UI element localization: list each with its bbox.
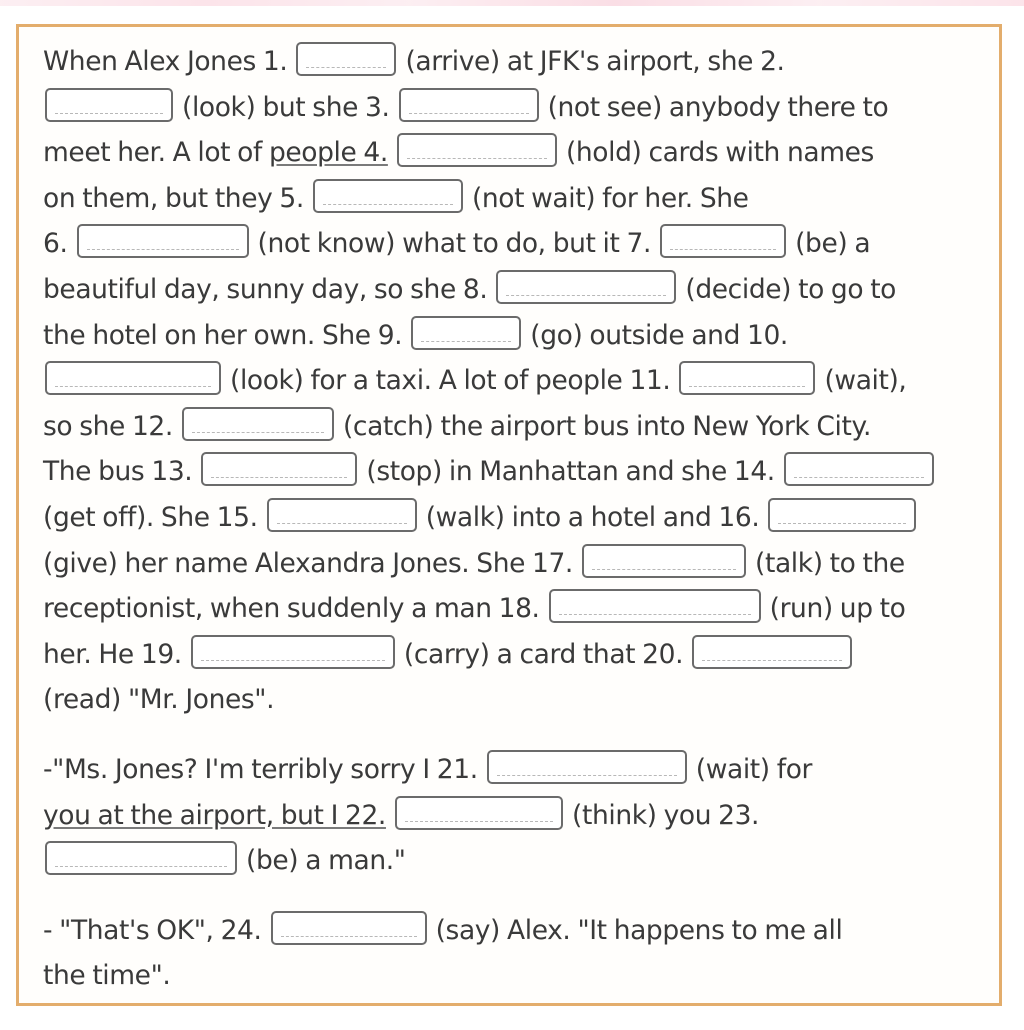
text-line bbox=[43, 793, 983, 839]
text-line bbox=[43, 632, 983, 678]
worksheet-frame bbox=[16, 24, 1002, 1006]
answer-blank-11[interactable] bbox=[679, 361, 815, 395]
text-line bbox=[43, 358, 983, 404]
exercise-text bbox=[43, 39, 983, 999]
text-segment: receptionist, when suddenly a man 18. bbox=[43, 593, 540, 625]
text-segment: (run) up to bbox=[769, 593, 906, 625]
answer-blank-14[interactable] bbox=[784, 452, 934, 486]
answer-blank-5[interactable] bbox=[313, 179, 463, 213]
text-segment: (wait), bbox=[824, 365, 907, 397]
text-segment: (carry) a card that 20. bbox=[403, 638, 684, 670]
text-segment: (catch) the airport bus into New York City. bbox=[342, 410, 871, 442]
text-segment: beautiful day, sunny day, so she 8. bbox=[43, 273, 488, 305]
answer-blank-15[interactable] bbox=[267, 498, 417, 532]
text-line bbox=[43, 747, 983, 793]
text-line bbox=[43, 586, 983, 632]
text-segment: (get off). She 15. bbox=[43, 501, 258, 533]
text-segment: (walk) into a hotel and 16. bbox=[425, 501, 760, 533]
answer-blank-4[interactable] bbox=[397, 133, 557, 167]
text-line bbox=[43, 221, 983, 267]
answer-blank-13[interactable] bbox=[201, 452, 357, 486]
answer-blank-20[interactable] bbox=[692, 635, 852, 669]
answer-blank-10[interactable] bbox=[45, 361, 221, 395]
answer-blank-12[interactable] bbox=[182, 407, 334, 441]
answer-blank-21[interactable] bbox=[487, 750, 687, 784]
text-line bbox=[43, 677, 983, 723]
text-line bbox=[43, 85, 983, 131]
text-segment: (stop) in Manhattan and she 14. bbox=[366, 456, 775, 488]
text-segment: on them, but they 5. bbox=[43, 182, 304, 214]
text-segment: 6. bbox=[43, 228, 68, 260]
text-segment: (not wait) for her. She bbox=[471, 182, 749, 214]
text-segment: (not see) anybody there to bbox=[547, 91, 889, 123]
text-segment: (arrive) at JFK's airport, she 2. bbox=[405, 46, 785, 77]
text-line bbox=[43, 449, 983, 495]
text-line bbox=[43, 39, 983, 85]
text-segment-underlined: people 4. bbox=[268, 137, 388, 169]
text-segment: (give) her name Alexandra Jones. She 17. bbox=[43, 547, 573, 579]
answer-blank-23[interactable] bbox=[45, 841, 237, 875]
answer-blank-1[interactable] bbox=[296, 42, 396, 76]
text-segment: -"Ms. Jones? I'm terribly sorry I 21. bbox=[43, 753, 478, 785]
text-segment: meet her. A lot of bbox=[43, 137, 269, 169]
answer-blank-16[interactable] bbox=[768, 498, 916, 532]
answer-blank-6[interactable] bbox=[77, 224, 249, 258]
text-line bbox=[43, 838, 983, 884]
text-segment: (think) you 23. bbox=[572, 799, 760, 831]
text-segment: (read) "Mr. Jones". bbox=[43, 684, 275, 716]
text-segment: so she 12. bbox=[43, 410, 173, 442]
answer-blank-24[interactable] bbox=[271, 911, 427, 945]
answer-blank-17[interactable] bbox=[582, 544, 746, 578]
text-line bbox=[43, 313, 983, 359]
text-segment: (not know) what to do, but it 7. bbox=[257, 228, 652, 260]
text-line bbox=[43, 953, 983, 999]
answer-blank-22[interactable] bbox=[395, 796, 563, 830]
text-segment: her. He 19. bbox=[43, 638, 182, 670]
answer-blank-19[interactable] bbox=[191, 635, 395, 669]
answer-blank-8[interactable] bbox=[496, 270, 676, 304]
text-segment: the hotel on her own. She 9. bbox=[43, 319, 403, 351]
text-segment: (go) outside and 10. bbox=[530, 319, 788, 351]
text-segment: (be) a bbox=[795, 228, 871, 260]
text-line bbox=[43, 908, 983, 954]
text-segment: (hold) cards with names bbox=[565, 137, 874, 169]
text-segment-underlined: you at the airport, but I 22. bbox=[43, 799, 386, 831]
text-segment: When Alex Jones 1. bbox=[43, 46, 288, 77]
text-line bbox=[43, 541, 983, 587]
text-segment: the time". bbox=[43, 960, 171, 992]
answer-blank-9[interactable] bbox=[411, 316, 521, 350]
text-segment: - "That's OK", 24. bbox=[43, 914, 262, 946]
text-segment: (wait) for bbox=[695, 753, 813, 785]
text-segment: (say) Alex. "It happens to me all bbox=[435, 914, 843, 946]
answer-blank-7[interactable] bbox=[660, 224, 786, 258]
text-segment: (be) a man." bbox=[246, 845, 406, 877]
paragraph-gap bbox=[43, 723, 983, 747]
text-segment: (decide) to go to bbox=[685, 273, 896, 305]
text-line bbox=[43, 130, 983, 176]
text-line bbox=[43, 267, 983, 313]
text-line bbox=[43, 495, 983, 541]
answer-blank-2[interactable] bbox=[45, 88, 173, 122]
answer-blank-18[interactable] bbox=[549, 589, 761, 623]
text-segment: The bus 13. bbox=[43, 456, 193, 488]
paragraph-gap bbox=[43, 884, 983, 908]
text-line bbox=[43, 404, 983, 450]
text-segment: (look) for a taxi. A lot of people 11. bbox=[230, 365, 671, 397]
text-segment: (talk) to the bbox=[755, 547, 905, 579]
answer-blank-3[interactable] bbox=[399, 88, 539, 122]
text-segment: (look) but she 3. bbox=[182, 91, 390, 123]
decorative-top-strip bbox=[0, 0, 1024, 6]
text-line bbox=[43, 176, 983, 222]
